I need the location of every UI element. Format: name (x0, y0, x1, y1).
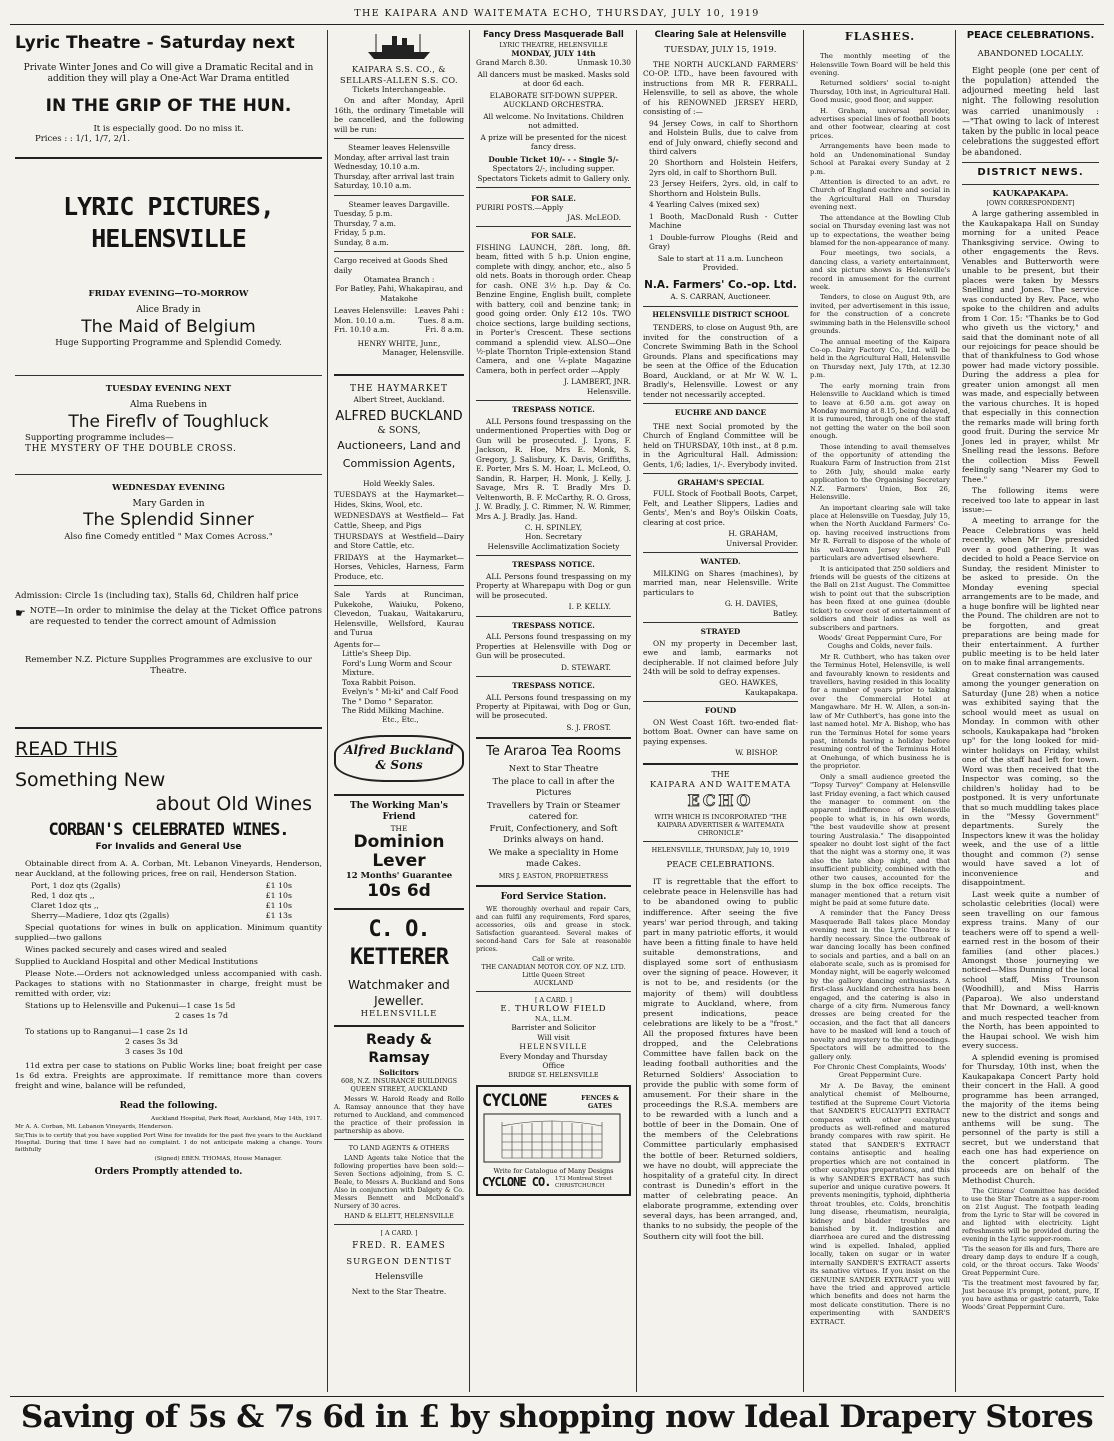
timetable-label: Leaves Pahi : (414, 306, 464, 316)
thurlow-card: [ A CARD. ] (535, 996, 572, 1005)
corban-orders: Orders Promptly attended to. (94, 1166, 243, 1177)
price-row: Port, 1 doz qts (2galls) £1 10s (31, 881, 292, 891)
ford-head: Ford Service Station. (500, 891, 607, 902)
buckland-yards: Sale Yards at Runciman, Pukekohe, Waiuku, Pokeno, Clevedon, Tuakau, Waitakaruru, Helensville, Wellsford, Kaurau and Turua (334, 590, 464, 638)
trespass-body: ALL Persons found trespassing on my Properties at Helensville with Dog or Gun will be prosecuted. (476, 632, 631, 661)
land-agents-head: TO LAND AGENTS & OTHERS (348, 1144, 450, 1153)
ready-addr: 608, N.Z. INSURANCE BUILDINGS QUEEN STREET, AUCKLAND (341, 1077, 457, 1094)
trespass-role: Hon. Secretary (525, 532, 582, 542)
flash-item: For Chronic Chest Complaints, Woods' Great Peppermint Cure. (813, 1063, 947, 1080)
thurlow-trade: Barrister and Solicitor (511, 1023, 596, 1033)
agent-item: Little's Sheep Dip. (342, 649, 412, 659)
ford-call: Call or write. (532, 955, 575, 964)
pictures-friday-star: Alice Brady in (136, 305, 201, 316)
tea-p2: Travellers by Train or Steamer catered for. (486, 800, 621, 822)
ketterer-town: HELENSVILLE (360, 1009, 438, 1020)
flash-item: A reminder that the Fancy Dress Masquerade Ball takes place Monday evening next in the Lyric Theatre is hardly necessary. Since the outbreak of war dancing locally has been confined to socials and parties, and a ball on an elaborate scale, such as is promised for Monday night, will be eagerly welcomed by the gallery dancing enthusiasts. A first-class Auckland orchestra has been engaged, and the catering is also in charge of a city firm. Numerous fancy dresses are being created for the occasion, and the fact that all dancers have to be masked will lend a touch of novelty and mystery to the proceedings. Spectators will be admitted to the gallery only. (810, 909, 950, 1061)
thurlow-name: E. THURLOW FIELD (500, 1004, 607, 1015)
corban-read-following: Read the following. (119, 1100, 218, 1111)
kaipara-ss-sig2: Manager, Helensville. (382, 348, 464, 358)
district-para: 'Tis the treatment most favoured by far, Just because it's prompt, potent, pure, If you have asthma or gastric catarrh, Take Woods' Great Peppermint Cure. (962, 1279, 1099, 1312)
drapery-banner: Saving of 5s & 7s 6d in £ by shopping now Ideal Drapery Stores (10, 1396, 1104, 1436)
graham-head: GRAHAM'S SPECIAL (677, 478, 764, 488)
column-rule (469, 30, 470, 1392)
timetable-entry: Fri. 8 a.m. (425, 325, 464, 335)
corban-s1: Stations up to Helensville and Pukenui—1 case 1s 5d (25, 1001, 236, 1011)
flash-item: It is anticipated that 250 soldiers and friends will be guests of the citizens at the Ball on 21st August. The Committee wish to point out that the subscription has been fixed at one guinea (double ticket) to cover cost of entertainment of soldiers and their ladies as well as subscribers and partners. (810, 564, 950, 632)
flash-item: The monthly meeting of the Helensville Town Board will be held this evening. (810, 52, 950, 77)
cyclone-name: CYCLONE (482, 1090, 547, 1111)
flashes-list (810, 52, 950, 1326)
ball-welcome: All welcome. No Invitations. Children not admitted. (483, 111, 624, 131)
ketterer-trade2: Jeweller. (374, 993, 424, 1008)
buckland-logo: Alfred Buckland & Sons (334, 735, 464, 782)
corban-s1b: 2 cases 1s 7d (175, 1010, 228, 1020)
clearing-time: Sale to start at 11 a.m. Luncheon Provided. (657, 253, 784, 273)
masthead: THE KAIPARA AND WAITEMATA ECHO, THURSDAY, JULY 10, 1919 (10, 5, 1104, 25)
tea-next: Next to Star Theatre (508, 764, 599, 775)
pictures-wednesday: WEDNESDAY EVENING (112, 482, 225, 493)
for-sale-town: Helensville. (586, 386, 631, 396)
fence-gate-icon (482, 1112, 622, 1164)
clearing-date: TUESDAY, JULY 15, 1919. (664, 44, 777, 55)
corban-s2: To stations up to Ranganui—1 case 2s 1d (25, 1026, 188, 1036)
kaipara-ss-branch: Otamatea Branch : (363, 274, 435, 284)
ready-body: Messrs W. Harold Ready and Rollo A. Ramsay announce that they have returned to Auckland, and commenced the practice of their profession in partnership as above. (334, 1095, 464, 1136)
clearing-item: 4 Yearling Calves (mixed sex) (649, 200, 760, 210)
district-para: A large gathering assembled in the Kaukapakapa Hall on Sunday morning for a united Peace Thanksgiving service. Owing to other engagements the Revs. Venables and Butterworth were unable to be present, but their places were taken by Messrs Snelling and Jones. The service was conducted by Rev. Pace, who spoke to the children and adults from 1 Cor. 15: "Thanks be to God who giveth us the victory," and said that the dominant note of all our rejoicings for peace should be that of thankfulness to God whose power had made victory possible. During the address a plea for greater union amongst all men was made, and especially between the various churches. It is hoped that especially in this connection the remarks made will bring forth good fruit. During the service Mr Jones led in prayer, whilst Mr Snelling read the lessons. Before the collection Miss Fewell feelingly sang "Nearer my God to Thee." (962, 209, 1099, 484)
echo-name: KAIPARA AND WAITEMATA (649, 779, 792, 790)
pictures-tuesday: TUESDAY EVENING NEXT (105, 384, 232, 395)
ford-co: THE CANADIAN MOTOR COY. OF N.Z. LTD. (481, 963, 626, 972)
echo-name2: ECHO (687, 790, 754, 810)
corban-letter-body: Sir,This is to certify that you have supplied Port Wine for invalids for the past five years to the Auckland Hospital. During that time I have had no complaint. I do not anticipate making a change. Yours faithfully (15, 1132, 322, 1154)
column-rule (327, 30, 328, 1392)
corban-read-this: READ THIS (15, 738, 118, 761)
flash-item: The attendance at the Bowling Club social on Thursday evening last was not up to expectations, the weather being blamed for the non-appearance of many. (810, 213, 950, 247)
buckland-sale-day: THURSDAYS at Westfield—Dairy and Store Cattle, etc. (334, 532, 464, 551)
graham-sig: H. GRAHAM, (728, 529, 778, 539)
lyric-note: It is especially good. Do no miss it. (93, 123, 244, 134)
buckland-addr: Albert Street, Auckland. (353, 395, 445, 405)
trespass-head: TRESPASS NOTICE. (512, 620, 595, 630)
ketterer-name: C. O. KETTERER (350, 917, 448, 971)
pictures-wednesday-star: Mary Garden in (132, 498, 205, 509)
for-sale-sig: JAS. McLEOD. (567, 212, 621, 222)
pictures-wednesday-sub: Also fine Comedy entitled " Max Comes Across." (64, 531, 273, 542)
trespass-body: ALL Persons found trespassing on the undermentioned Properties with Dog or Gun will be prosecuted. J. Lyons, F. Jackson, R. Hoe, Mrs E. Monk, S. Gregory, J. Salisbury, K. Davis, Griffiths, E. Porter, Mrs S. M. Hoar, L. McLeod, O. Sandin, R. Harper, H. Monk, J. Kelly, J. Savage, Mrs R. T. Bradly Mrs D. Veltenworth, B. F. McCarthy, R. O. Gross, J. W. Bradly, J. C. Rimmer, N. W. Rimmer, Mrs A. J. Bradly. Jas. Hand. (476, 416, 631, 521)
price-row: Red, 1 doz qts ,, £1 10s (31, 891, 292, 901)
land-agents-body: LAND Agents take Notice that the following properties have been sold:— Seven Sections adjoining, from S. C. Beale, to Messrs A. Buckland and Sons Also in conjunction with Dalgety & Co. Messrs Bennett and McDonald's Nursery of 30 acres. (334, 1154, 464, 1211)
tea-name: Te Araroa Tea Rooms (486, 744, 621, 760)
pointing-hand-icon: ☛ (15, 605, 26, 620)
price-row: Claret 1doz qts ,, £1 10s (31, 901, 292, 911)
district-head: DISTRICT NEWS. (977, 166, 1084, 178)
corban-line2: about Old Wines (155, 792, 312, 815)
buckland-agents: Agents for— (334, 639, 381, 649)
for-sale-sig: J. LAMBERT, JNR. (563, 377, 631, 387)
kaipara-ss-steamer1: Steamer leaves Helensville (348, 143, 450, 153)
flash-item: Only a small audience greeted the "Topsy Turvey" Company at Helensville last Friday evening, a fact which caused the manager to comment on the apparent indifference of Helensville people to what is, in his own words, "the best vaudeville show at present touring Australasia." The disappointed speaker no doubt lost sight of the fact that the night was a stormy one, it was also the late shop night, and that insufficient publicity, combined with the other two causes, accounted for the slump in the box office receipts. The manager mentioned that a return visit might be paid at some future date. (810, 772, 950, 907)
cyclone-ad (476, 1085, 631, 1197)
peace-head: PEACE CELEBRATIONS. (966, 30, 1095, 41)
echo-sub: WITH WHICH IS INCORPORATED "THE KAIPARA ADVERTISER & WAITEMATA CHRONICLE" (654, 813, 787, 838)
corban-sub: For Invalids and General Use (95, 841, 242, 852)
pictures-title: LYRIC PICTURES, HELENSVILLE (63, 192, 274, 254)
thurlow-days: Every Monday and Thursday (499, 1051, 608, 1061)
trespass-org: Helensville Acclimatization Society (487, 541, 620, 551)
ball-prize: A prize will be presented for the nicest fancy dress. (480, 132, 627, 152)
thurlow-town: HELENSVILLE (519, 1042, 588, 1052)
clearing-item: 20 Shorthorn and Holstein Heifers, 2yrs old, in calf to Shorthorn Bull. (649, 158, 798, 177)
kaipara-ss-steamer2: Steamer leaves Dargaville. (348, 199, 450, 209)
flash-item: H. Graham, universal provider, advertises special lines of football boots and other footwear, clearing at cost prices. (810, 106, 950, 140)
tea-p1: The place to call in after the Pictures (492, 776, 615, 798)
clearing-item: 23 Jersey Heifers, 2yrs. old, in calf to Shorthorn and Holstein Bulls. (649, 179, 798, 198)
ball-venue: LYRIC THEATRE, HELENSVILLE (499, 40, 608, 49)
peace-body: Eight people (one per cent of the population) attended the adjourned meeting held last night. The following resolution was carried unanimously :—"That owing to lack of interest taken by the public in local peace celebrations the suggested effort be abandoned. (962, 65, 1099, 157)
flash-item: Four meetings, two socials, a dancing class, a variety entertainment, and six picture shows is Helensville's record in amusement for the current week. (810, 249, 950, 292)
pictures-tuesday-star: Alma Ruebens in (129, 400, 208, 411)
steamship-icon (364, 32, 434, 62)
trespass-head: TRESPASS NOTICE. (512, 560, 595, 570)
timetable-entry: Saturday, 10.10 a.m. (334, 181, 412, 191)
corban-s2b: 2 cases 3s 3d (125, 1036, 178, 1046)
ball-unmask: Unmask 10.30 (576, 58, 631, 68)
ford-city: AUCKLAND (533, 979, 574, 988)
euchre-body: THE next Social promoted by the Church of England Committee will be held on THURSDAY, 10th inst., at 8 p.m. in the Agricultural Hall. Admission: Gents, 1/6; ladies, 1/-. Everybody invited. (643, 421, 798, 469)
ball-masked: All dancers must be masked. Masks sold at door 6d each. (477, 69, 630, 89)
eames-town: Helensville (374, 1271, 424, 1282)
corban-p3: Supplied to Auckland Hospital and other Medical Institutions (15, 957, 258, 967)
timetable-label: Leaves Helensville: (334, 306, 407, 316)
timetable-entry: Fri. 10.10 a.m. (334, 325, 390, 335)
district-para: Last week quite a number of scholastic celebrities (local) were seen travelling on our famous express trains. Many of our teachers were off to spend a well-earned rest in the bosom of their families (and other places.) Amongst those journeying we noticed—Miss Dunning of the local school staff, Miss Trounson (Woodhill), and Miss Harris (Paparoa). We also understand that Mr Downard, a well-known and much respected teacher from the North, has been appointed to the Haupai school. We wish him every success. (962, 889, 1099, 1051)
column-rule (803, 30, 804, 1392)
wanted-town: Batley. (772, 608, 798, 618)
buckland-agents-list (334, 649, 464, 725)
dominion-the: THE (390, 823, 408, 833)
buckland-trade: Auctioneers, Land and Commission Agents, (337, 439, 461, 471)
kaipara-ss-cargo: Cargo received at Goods Shed daily (334, 256, 448, 275)
thurlow-visit: Will visit (537, 1032, 570, 1042)
graham-body: FULL Stock of Football Boots, Carpet, Felt, and Leather Slippers, Ladies and Gents', Men's and Boy's Oilskin Coats, clearing at cost price. (643, 489, 798, 527)
corban-letter-head: Auckland Hospital, Park Road, Auckland, May 14th, 1917. (151, 1116, 322, 1123)
echo-head: PEACE CELEBRATIONS. (666, 860, 775, 871)
column-4 (638, 30, 803, 1392)
cyclone-write: Write for Catalogue of Many Designs (493, 1166, 614, 1175)
graham-role: Universal Provider. (725, 538, 798, 548)
ford-body: WE thoroughly overhaul and repair Cars, and can fulfil any requirements, Ford spares, accessories, oils and grease in stock. Satisfaction guaranteed. Several makes of second-hand Cars for Sale at reasonable prices. (476, 905, 631, 954)
agent-item: Toxa Rabbit Poison. (342, 677, 416, 687)
column-2 (329, 30, 469, 1392)
clearing-intro: THE NORTH AUCKLAND FARMERS' CO-OP. LTD., have been favoured with instructions from MR R. FERRALL. Helensville, to sell as above, the whole of his RENOWNED JERSEY HERD, consisting of :— (643, 59, 798, 117)
flash-item: Mr A. De Bavay, the eminent analytical chemist of Melbourne, testified at the Supreme Court Victoria that SANDER'S EUCALYPTI EXTRACT compares with other eucalyptus products as well-refined and matured brandy compares with raw spirit. He stated that SANDER'S EXTRACT contains antiseptic and healing properties which are not contained in other eucalyptus preparations, and this is why SANDER'S EXTRACT has such superior and unique curative powers. It prevents meningitis, typhoid, diphtheria throat troubles, etc. Colds, bronchitis lung disease, rheumatism, neuralgia, kidney and bladder troubles are banished by it. Indigestion and diarrhoea are cured and the distressing wind is expelled. Inhaled, applied locally, taken on sugar or in water internally SANDER'S EXTRACT asserts its sanative virtues. If you insist on the GENUINE SANDER EXTRACT you will have the tried and approved article which benefits and does not harm the most delicate constitution. There is no experimenting with SANDER'S EXTRACT. (810, 1081, 950, 1326)
district-para: Great consternation was caused among the younger generation on Saturday (June 28) when a notice was exhibited saying that the school would meet as usual on Monday. In common with other schools, Kaukapakapa had "broken up" for the long looked for mid-winter holidays on Friday, whilst one of the staff had left for town. Word was then received that the Inspector was coming, so the children's holiday had to be postponed. It is very unfortunate that so much muddling takes place in the "Messy Government" departments. Surely the Inspectors knew it was the holiday week, and the use of a little thought and common (?) sense would have saved a lot of inconvenience and disappointment. (962, 669, 1099, 888)
timetable-entry: Friday, 5 p.m. (334, 228, 386, 238)
agent-item: Ford's Lung Worm and Scour Mixture. (342, 658, 452, 678)
ready-name: Ready & Ramsay (366, 1032, 432, 1066)
pictures-tuesday-sub1: Supporting programme includes— (25, 433, 174, 444)
for-sale-head: FOR SALE. (531, 231, 576, 241)
buckland-name: ALFRED BUCKLAND (335, 408, 463, 424)
district-para: The following items were received too late to appear in last issue:— (962, 486, 1099, 514)
column-3 (471, 30, 636, 1392)
trespass-sig: I. P. KELLY. (568, 602, 611, 612)
pictures-tuesday-sub2: THE MYSTERY OF THE DOUBLE CROSS. (25, 444, 237, 455)
wanted-sig: G. H. DAVIES, (724, 599, 778, 609)
clearing-item: 94 Jersey Cows, in calf to Shorthorn and Holstein Bulls, due to calve from end of July onward, chiefly second and third calvers (649, 118, 798, 156)
flash-item: Returned soldiers' social to-night Thursday, 10th inst, in Agricultural Hall. Good music, good floor, and supper. (810, 79, 950, 105)
column-6 (957, 30, 1104, 1392)
clearing-item: 1 Double-furrow Ploughs (Reid and Gray) (649, 232, 798, 252)
flash-item: Arrangements have been made to hold an Undenominational Sunday School at Parakai every Sunday at 2 p.m. (810, 142, 950, 176)
ready-trade: Solicitors (379, 1067, 419, 1077)
column-1 (10, 30, 327, 1392)
found-sig: W. BISHOP. (735, 748, 778, 758)
kaipara-ss-sub: Tickets Interchangeable. (352, 85, 446, 94)
dominion-top: The Working Man's Friend (349, 800, 448, 823)
timetable-entry: Thursday, after arrival last train (334, 171, 455, 181)
pictures-wednesday-film: The Splendid Sinner (83, 510, 254, 531)
tea-p3: Fruit, Confectionery, and Soft Drinks always on hand. (489, 824, 618, 846)
district-paras (962, 209, 1099, 1311)
eames-card: [ A CARD. ] (380, 1229, 418, 1238)
corban-s2c: 3 cases 3s 10d (125, 1046, 183, 1056)
timetable-entry: Thursday, 7 a.m. (334, 218, 396, 228)
trespass-body: ALL Persons found trespassing on my Property at Wharepapu with Dog or gun will be prosecuted. (476, 571, 631, 600)
thurlow-addr: BRIDGE ST. HELENSVILLE (508, 1070, 599, 1079)
buckland-sale-day: FRIDAYS at the Haymarket—Horses, Vehicles, Harness, Farm Produce, etc. (334, 552, 464, 581)
kaipara-ss-intro: On and after Monday, April 16th, the ordinary Timetable will be cancelled, and the following will be run: (334, 96, 464, 134)
ball-supper: ELABORATE SIT-DOWN SUPPER. (489, 90, 618, 100)
for-sale-body: FISHING LAUNCH, 28ft. long, 8ft. beam, fitted with 5 h.p. Union engine, complete with dingy, anchor, etc., also 5 old nets. Boats in thorough order. Cheap for cash. ONE 3½ h.p. Day & Co. Benzine Engine, English built, complete with battery, coil and benzine tank; in good going order. Only £12 10s. TWO choice sections, large building sections, in Porter's Crescent. These sections command a splendid view. ALSO—One ½-plate Thornton Triple-extension Stand Camera, and one ¼-plate Magazine Camera, both in perfect order —Apply (476, 242, 631, 375)
dominion-name1: Dominion (353, 832, 445, 853)
strayed-sig: GEO. HAWKES, (719, 678, 778, 688)
echo-the: THE (711, 769, 730, 779)
timetable-entry: Tuesday, 5 p.m. (334, 209, 393, 219)
trespass-sig: C. H. SPINLEY, (524, 522, 583, 532)
corban-p4: Please Note.—Orders not acknowledged unless accompanied with cash. Packages to stations with no Stationmaster in charge, freight must be remitted with order, viz: (15, 969, 322, 999)
kaipara-ss-sig: HENRY WHITE, Junr., (357, 338, 441, 348)
dominion-price: 10s 6d (367, 881, 431, 902)
trespass-head: TRESPASS NOTICE. (512, 681, 595, 691)
corban-letter-to: Mr A. A. Corban, Mt. Lebanon Vineyards, Henderson. (15, 1123, 173, 1130)
flash-item: Attention is directed to an advt. re Church of England euchre and social in the Agricultural Hall on Thursday evening next. (810, 177, 950, 212)
buckland-sale-day: TUESDAYS at the Haymarket—Hides, Skins, Wool, etc. (334, 490, 464, 509)
agent-item: The Ridd Milking Machine. (342, 705, 444, 715)
flash-item: An important clearing sale will take place at Helensville on Tuesday, July 15, when the North Auckland Farmers' Co-op. having received instructions from Mr R. Ferrall to dispose of the whole of his well-known Jersey herd. Full particulars are advertised elsewhere. (810, 503, 950, 563)
ball-spect: Spectators 2/-, including supper. (492, 164, 615, 174)
ball-march: Grand March 8.30. (476, 58, 548, 68)
land-agents-sig: HAND & ELLETT, HELENSVILLE (344, 1212, 454, 1221)
lyric-drama: IN THE GRIP OF THE HUN. (45, 95, 292, 116)
corban-p5: 11d extra per case to stations on Public Works line; boat freight per case 1s 6d extra. Freights are approximate. If remittance more than covers freight and wine, balance will be refunded, (15, 1060, 322, 1090)
flash-item: Tenders, to close on August 9th, are invited, per advertisement in this issue, for the construction of a concrete swimming bath in the Helensville school grounds. (810, 293, 950, 336)
district-para: A meeting to arrange for the Peace Celebrations was held recently, when Mr Dye presided over a good gathering. It was decided to hold a Peace Service on Sunday, the resident Minister to be asked to preside. On the Monday evening special arrangements are to be made, and a huge bonfire will be lighted near the Pound. The children are not to be forgotten, and great preparations are being made for their entertainment. A further public meeting is to be held later on to make final arrangements. (962, 516, 1099, 668)
lyric-title: Lyric Theatre - Saturday next (15, 33, 295, 53)
pictures-friday-film: The Maid of Belgium (81, 316, 256, 337)
agent-item: The " Domo " Separator. (342, 696, 434, 706)
timetable-entry: Monday, after arrival last train (334, 152, 450, 162)
school-body: TENDERS, to close on August 9th, are invited for the construction of a Concrete Swimming Bath in the School Grounds. Plans and specifications may be seen at the Office of the Education Board, Auckland, or at Mr W. W. L. Bradly's, Helensville. Lowest or any tender not necessarily accepted. (643, 323, 798, 399)
agent-item: Etc., Etc., (382, 715, 419, 725)
district-para: A splendid evening is promised for Thursday, 10th inst, when the Kaukapakapa Concert Party hold their concert in the Hall. A good programme has been arranged, the majority of the items being new to the district and songs and anthems will be sung. The personnel of the party is still a secret, but we understand that each one has had experience on the concert platform. The proceeds are on behalf of the Methodist Church. (962, 1052, 1099, 1185)
dominion-name2: Lever (372, 850, 426, 871)
district-place: KAUKAPAKAPA. (992, 188, 1069, 199)
trespass-sig: S. J. FROST. (566, 722, 611, 732)
buckland-weekly: Hold Weekly Sales. (363, 478, 435, 488)
corban-title: CORBAN'S CELEBRATED WINES. (48, 820, 289, 841)
wanted-body: MILKING on Shares (machines), by married man, near Helensville. Write particulars to (643, 568, 798, 597)
eames-trade: SURGEON DENTIST (346, 1256, 452, 1267)
strayed-town: Kaukapakapa. (744, 687, 798, 697)
timetable-entry: Mon. 10.10 a.m. (334, 315, 396, 325)
district-para: The Citizens' Committee has decided to use the Star Theatre as a supper-room on 21st August. The footpath leading from the Lyric to Star will be covered in and lighted with electricity. Light refreshments will be provided during the evening in the Lyric supper-room. (962, 1187, 1099, 1244)
kaipara-ss-title: KAIPARA S.S. CO., & SELLARS-ALLEN S.S. CO. (339, 64, 459, 85)
cyclone-sub: FENCES & GATES (581, 1093, 619, 1110)
tea-sig: MRS J. EASTON, PROPRIETRESS (498, 871, 609, 880)
peace-sub: ABANDONED LOCALLY. (977, 48, 1084, 59)
clearing-auct: A. S. CARRAN, Auctioneer. (670, 292, 771, 302)
echo-body: IT is regrettable that the effort to celebrate peace in Helensville has had to be abandoned owing to public indifference. After seeing the five years' war period through, and taking part in many patriotic efforts, it would have been a fitting finale to have held suitable demonstrations, and displayed some sort of enthusiasm over the signing of peace. However, it is not to be, and residents (or the majority of them) will doubtless migrate to Auckland, where, from present indications, peace celebrations are likely to be a "frost." All the proposed fixtures have been dropped, and the Celebrations Committee have fallen back on the leading football authorities and the Returned Soldiers' Association to provide the public with some form of amusement. For their share in the proceedings the R.S.A. members are to be rewarded with a lunch and a bottle of beer in the Domain. One of the members of the Celebrations Committee particularly emphasised the bottle of beer. Returned soldiers, we have no doubt, will appreciate the hospitality of a grateful city. In direct contrast is Dunedin's effort in the matter of celebrating peace. An elaborate programme, extending over several days, has been arranged, and, thanks to no subsidy, the people of the Southern city will foot the bill. (643, 877, 798, 1241)
buckland-sale-day: WEDNESDAYS at Westfield— Fat Cattle, Sheep, and Pigs (334, 511, 464, 530)
ford-addr: Little Queen Street (522, 971, 585, 980)
clearing-items (643, 119, 798, 252)
corban-line1: Something New (15, 768, 166, 791)
strayed-head: STRAYED (700, 627, 741, 637)
district-para: 'Tis the season for ills and furs, There are dreary damp days to endure If a cough, cold, or the throat occurs. Take Woods' Great Peppermint Cure. (962, 1245, 1099, 1278)
flash-item: Those intending to avail themselves of the opportunity of attending the Ruakura Farm of Instruction from 21st to 26th July, should make early application to the Organising Secretary N.Z. Farmers' Union, Box 26, Helensville. (810, 442, 950, 502)
cyclone-addr: 173 Montreal Street CHRISTCHURCH (555, 1175, 612, 1189)
ball-ticket: Double Ticket 10/- - - Single 5/- (488, 154, 619, 164)
column-rule (955, 30, 956, 1392)
buckland-sons: & SONS, (377, 425, 421, 437)
kaipara-ss-branch2: For Batley, Pahi, Whakapirau, and Matakohe (335, 284, 463, 303)
flashes-head: FLASHES. (844, 30, 916, 43)
found-body: ON West Coast 16ft. two-ended flat-bottom Boat. Owner can have same on paying expenses. (643, 717, 798, 746)
for-sale-body: PURIRI POSTS.—Apply (476, 203, 564, 213)
wanted-head: WANTED. (700, 557, 741, 567)
clearing-item: 1 Booth, MacDonald Rush - Cutter Machine (649, 211, 798, 231)
corban-price-list (15, 881, 322, 921)
flash-item: Mr R. Cuthbert, who has taken over the Terminus Hotel, Helensville, is well and favourably known to residents and travellers, having resided in this locality for a number of years prior to taking over the Commercial Hotel at Mangawhare. Mr H. W. Allen, a son-in-law of Mr Cuthbert's, has gone into the last named hotel. Mr A. Bishop, who has run the Terminus Hotel for some years past, intends having a holiday before resuming control of the Terminus Hotel at Onehunga, of which business he is the proprietor. (810, 652, 950, 771)
for-sale-head: FOR SALE. (531, 193, 576, 203)
trespass-sig: D. STEWART. (561, 662, 611, 672)
corban-letter-sig: (Signed) EBEN. THOMAS, House Manager. (154, 1156, 282, 1163)
euchre-head: EUCHRE AND DANCE (674, 408, 767, 418)
lyric-body: Private Winter Jones and Co will give a Dramatic Recital and in addition they will play a One-Act War Drama entitled (23, 62, 314, 85)
district-corr: [OWN CORRESPONDENT] (986, 199, 1075, 208)
price-row: Sherry—Madiere, 1doz qts (2galls) £1 13s (31, 911, 292, 921)
clearing-head: Clearing Sale at Helensville (654, 30, 787, 40)
column-5 (805, 30, 955, 1392)
dominion-guarantee: 12 Months' Guarantee (345, 870, 453, 881)
school-head: HELENSVILLE DISTRICT SCHOOL (652, 309, 789, 319)
thurlow-quals: N.A., LL.M. (534, 1015, 573, 1024)
pictures-tuesday-film: The Fireflv of Toughluck (68, 411, 269, 432)
eames-next: Next to the Star Theatre. (351, 1286, 447, 1296)
flash-item: Woods' Great Peppermint Cure, For Coughs and Colds, never fails. (818, 633, 942, 651)
ball-gallery: Spectators Tickets admit to Gallery only. (477, 173, 630, 183)
ball-date: MONDAY, JULY 14th (511, 48, 596, 58)
ketterer-trade1: Watchmaker and (348, 978, 450, 993)
corban-p1: Special quotations for wines in bulk on application. Minimum quantity supplied—two gallons (15, 923, 322, 943)
timetable-entry: Wednesday, 10.10 a.m. (334, 162, 420, 172)
trespass-head: TRESPASS NOTICE. (512, 405, 595, 415)
buckland-top: THE HAYMARKET (350, 383, 448, 394)
clearing-co: N.A. Farmers' Co.-op. Ltd. (644, 278, 797, 291)
tea-p4: We make a speciality in Home made Cakes. (488, 848, 619, 870)
lyric-prices: Prices : : 1/1, 1/7, 2/1. (35, 134, 131, 145)
corban-intro: Obtainable direct from A. A. Corban, Mt. Lebanon Vineyards, Henderson, near Auckland, at the following prices, free on rail, Henderson Station. (15, 859, 322, 879)
found-head: FOUND (704, 706, 737, 716)
column-rule (636, 30, 637, 1392)
flash-item: The annual meeting of the Kaipara Co-op. Dairy Factory Co., Ltd. will be held in the Agricultural Hall, Helensville on Thursday next, July 17th, at 12.30 p.m. (810, 337, 950, 380)
pictures-friday-sub: Huge Supporting Programme and Splendid Comedy. (55, 338, 282, 349)
ball-title: Fancy Dress Masquerade Ball (483, 30, 624, 40)
flash-item: The early morning train from Helensville to Auckland which is timed to leave at 6.50 a.m. got away on Monday morning at 8.15, being delayed, it is rumoured, through one of the staff not getting the water on the boil soon enough. (810, 381, 950, 441)
thurlow-office: Office (542, 1061, 565, 1071)
ball-orch: AUCKLAND ORCHESTRA. (503, 100, 604, 110)
timetable-entry: Tues. 8 a.m. (418, 315, 464, 325)
echo-date: HELENSVILLE, THURSDAY, July 10, 1919 (651, 846, 790, 855)
corban-p2: Wines packed securely and cases wired and sealed (25, 945, 227, 955)
pictures-remember: Remember N.Z. Picture Supplies Programmes are exclusive to our Theatre. (25, 655, 312, 677)
pictures-friday: FRIDAY EVENING—TO-MORROW (88, 289, 249, 300)
cyclone-co: CYCLONE CO. (482, 1174, 551, 1189)
trespass-body: ALL Persons found trespassing on my Property at Pipitawai, with Dog or Gun, will be prosecuted. (476, 692, 631, 721)
pictures-admission: Admission: Circle 1s (including tax), Stalls 6d, Children half price (15, 590, 299, 601)
pictures-note: NOTE—In order to minimise the delay at the Ticket Office patrons are requested to tender the correct amount of Admission (29, 605, 322, 627)
eames-name: FRED. R. EAMES (352, 1241, 446, 1252)
strayed-body: ON my property in December last, ewe and lamb, earmarks not decipherable. If not claimed before July 24th will be sold to defray expenses. (643, 638, 798, 676)
timetable-entry: Sunday, 8 a.m. (334, 237, 389, 247)
agent-item: Evelyn's " Mi-ki" and Calf Food (342, 687, 459, 697)
